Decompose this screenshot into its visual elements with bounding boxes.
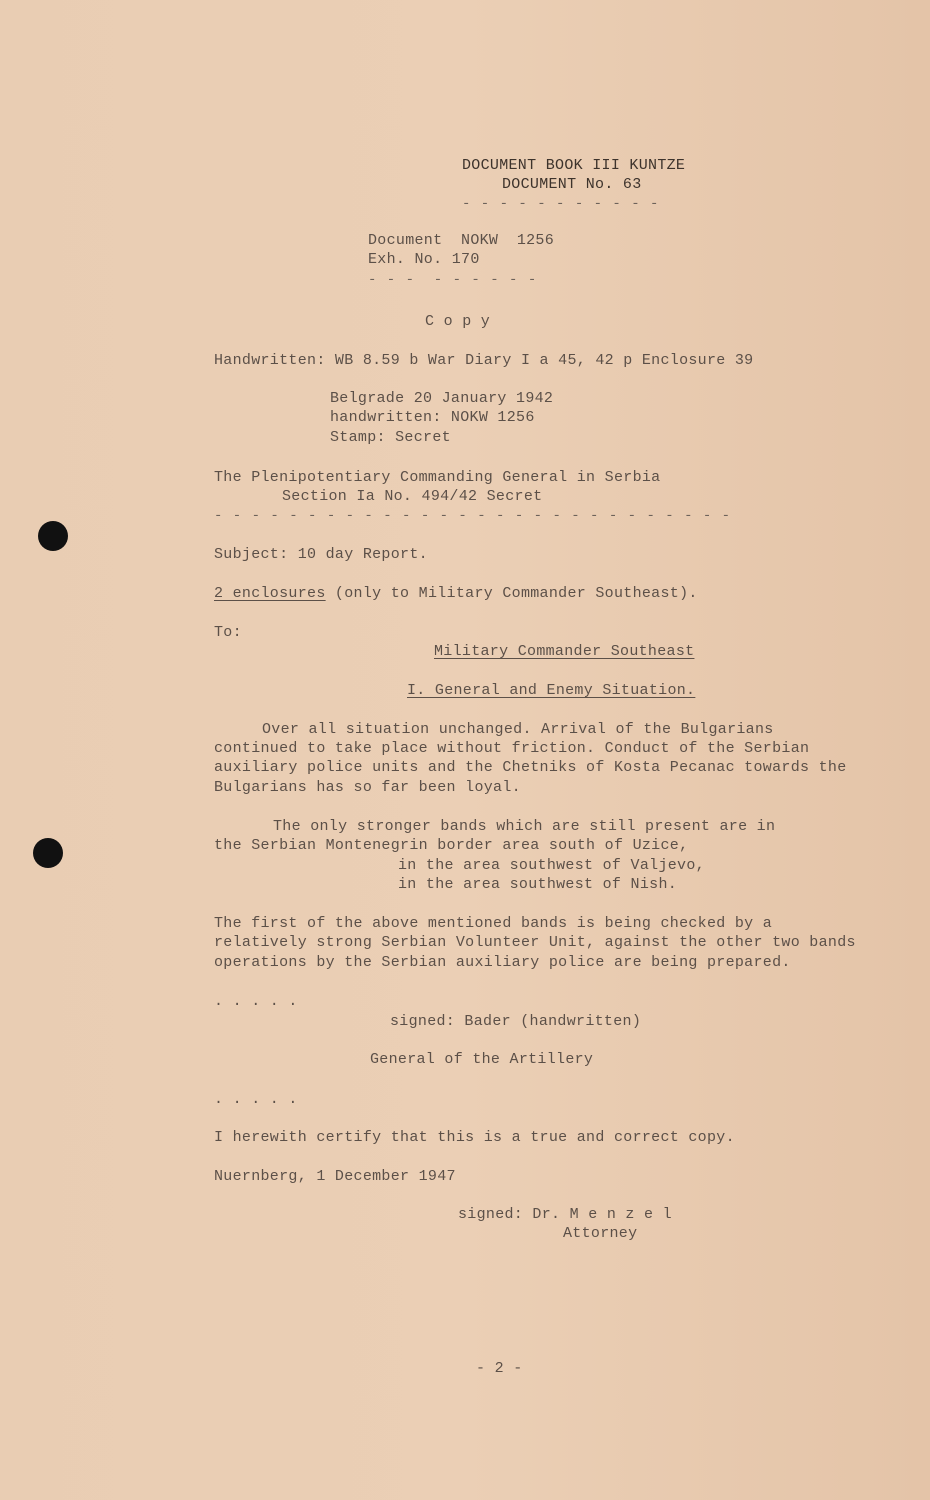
paragraph2-line3: in the area southwest of Valjevo, [398,857,705,874]
copy-label: C o p y [425,313,491,330]
signature-menzel: signed: Dr. M e n z e l [458,1206,672,1223]
ellipsis-2: . . . . . [214,1091,298,1108]
stamp-secret: Stamp: Secret [330,429,451,446]
attorney-title: Attorney [563,1225,638,1242]
nokw-number: Document NOKW 1256 [368,232,555,249]
handwritten-nokw: handwritten: NOKW 1256 [330,409,535,426]
paragraph3-line1: The first of the above mentioned bands is being checked by a [214,915,773,932]
punch-hole-top [38,521,68,551]
signature-bader: signed: Bader (handwritten) [390,1013,642,1030]
paragraph1-line4: Bulgarians has so far been loyal. [214,779,521,796]
paragraph1-line3: auxiliary police units and the Chetniks of Kosta Pecanac towards the [214,759,847,776]
to-label: To: [214,624,242,641]
recipient: Military Commander Southeast [434,643,695,660]
handwritten-reference: Handwritten: WB 8.59 b War Diary I a 45, 42 p Enclosure 39 [214,352,754,369]
paragraph2-line1: The only stronger bands which are still present are in [273,818,776,835]
rank-title: General of the Artillery [370,1051,594,1068]
certification-statement: I herewith certify that this is a true and correct copy. [214,1129,735,1146]
ellipsis-1: . . . . . [214,993,298,1010]
paragraph3-line3: operations by the Serbian auxiliary police are being prepared. [214,954,791,971]
header-divider: - - - - - - - - - - - [462,196,660,212]
paragraph3-line2: relatively strong Serbian Volunteer Unit, against the other two bands [214,934,856,951]
section-heading: I. General and Enemy Situation. [407,682,696,699]
enclosures-line [214,584,698,603]
enclosures-label: 2 enclosures [214,585,326,602]
paragraph1-line1: Over all situation unchanged. Arrival of the Bulgarians [262,721,774,738]
exhibit-number: Exh. No. 170 [368,251,480,268]
place-date: Belgrade 20 January 1942 [330,390,554,407]
page-number: - 2 - [476,1360,523,1377]
exhibit-divider: - - - - - - - - - [368,272,538,288]
document-number: DOCUMENT No. 63 [502,176,642,193]
paragraph1-line2: continued to take place without friction. Conduct of the Serbian [214,740,810,757]
sender-section: Section Ia No. 494/42 Secret [282,488,543,505]
sender-title: The Plenipotentiary Commanding General in Serbia [214,469,661,486]
paragraph2-line4: in the area southwest of Nish. [398,876,678,893]
punch-hole-bottom [33,838,63,868]
sender-divider: - - - - - - - - - - - - - - - - - - - - - - - - - - - - [214,508,732,524]
paragraph2-line2: the Serbian Montenegrin border area south of Uzice, [214,837,689,854]
document-book-title: DOCUMENT BOOK III KUNTZE [462,157,686,174]
certification-place-date: Nuernberg, 1 December 1947 [214,1168,456,1185]
enclosures-text: (only to Military Commander Southeast). [325,585,698,602]
subject-line: Subject: 10 day Report. [214,546,428,563]
